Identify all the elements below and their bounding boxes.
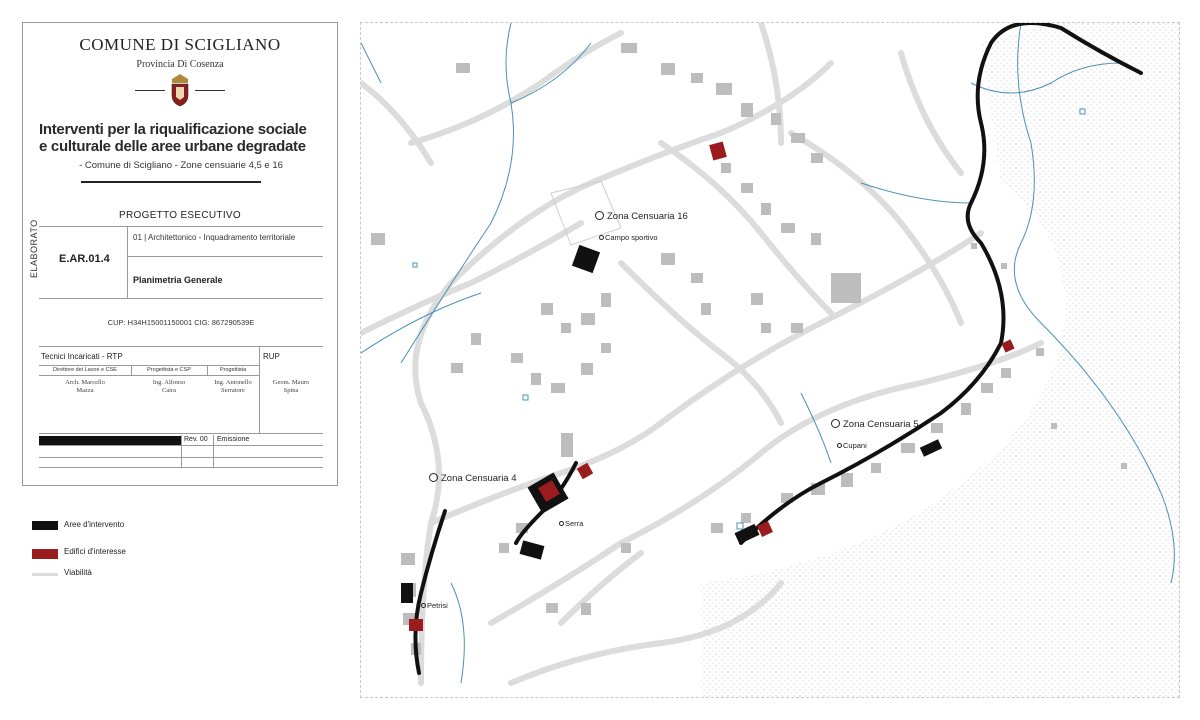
rup-name — [259, 379, 323, 395]
drawing-name: Planimetria Generale — [133, 275, 223, 285]
place-marker-icon — [599, 235, 604, 240]
legend-item — [32, 566, 232, 580]
crest-rule-left — [135, 90, 165, 91]
place-label-text: Petrisi — [427, 601, 448, 610]
zone-marker-icon — [429, 473, 438, 482]
comune-name: COMUNE DI SCIGLIANO — [79, 35, 281, 54]
place-marker-icon — [421, 603, 426, 608]
divider — [39, 226, 323, 227]
legend-label: Viabilità — [64, 568, 92, 577]
project-title — [39, 121, 339, 155]
place-marker-icon — [837, 443, 842, 448]
place-label-text: Cupani — [843, 441, 867, 450]
elaborato-label: ELABORATO — [29, 219, 39, 278]
divider — [127, 226, 128, 298]
legend-label: Edifici d'interesse — [64, 547, 126, 556]
zone-label-16 — [595, 211, 688, 222]
name-line: Spina — [283, 387, 299, 394]
place-label-text: Campo sportivo — [605, 233, 658, 242]
divider — [39, 298, 323, 299]
divider — [39, 365, 259, 366]
legend-item — [32, 546, 232, 560]
revision-bar — [39, 436, 181, 445]
role-label: Direttore dei Lavori e CSE — [53, 367, 117, 373]
name-line: Serratore — [221, 387, 245, 394]
title-rule — [81, 181, 261, 183]
project-title-line1: Interventi per la riqualificazione sociale — [39, 121, 307, 138]
name-line: Ing. Alfonso — [152, 379, 186, 386]
technician-name — [131, 379, 207, 395]
zone-marker-icon — [595, 211, 604, 220]
zone-label-text: Zona Censuaria 16 — [607, 211, 688, 222]
zone-label-5 — [831, 419, 919, 430]
name-line: Arch. Marcello — [65, 379, 105, 386]
divider — [127, 256, 323, 257]
technician-name — [39, 379, 131, 395]
place-label-text: Serra — [565, 519, 584, 528]
tecnici-label: Tecnici Incaricati - RTP — [41, 352, 123, 361]
legend-swatch — [32, 573, 58, 576]
project-phase: PROGETTO ESECUTIVO — [119, 210, 241, 221]
place-label — [559, 519, 583, 528]
legend-swatch — [32, 549, 58, 559]
drawing-code: E.AR.01.4 — [59, 253, 110, 265]
map-canvas — [361, 23, 1180, 698]
name-line: Geom. Mauro — [272, 379, 310, 386]
place-label — [837, 441, 867, 450]
drawing-category: 01 | Architettonico - Inquadramento territoriale — [133, 233, 296, 242]
zone-marker-icon — [831, 419, 840, 428]
project-title-line2: e culturale delle aree urbane degradate — [39, 138, 306, 155]
divider — [39, 375, 259, 376]
project-subtitle: - Comune di Scigliano - Zone censuarie 4,5 e 16 — [79, 160, 283, 171]
legend-item — [32, 518, 232, 532]
name-line: Mazza — [76, 387, 94, 394]
divider — [39, 467, 323, 468]
zone-label-4 — [429, 473, 517, 484]
cup-cig: CUP: H34H15001150001 CIG: 867290539E — [107, 318, 255, 327]
rup-label: RUP — [263, 352, 280, 361]
place-label — [421, 601, 448, 610]
role-label: Progettista — [219, 367, 247, 373]
revision-number: Rev. 00 — [184, 436, 208, 443]
divider — [39, 346, 323, 347]
name-line: Caira — [161, 387, 177, 394]
legend-swatch — [32, 521, 58, 530]
divider — [213, 435, 214, 467]
place-marker-icon — [559, 521, 564, 526]
coat-of-arms-icon — [169, 73, 191, 107]
divider — [181, 435, 182, 467]
technician-name — [203, 379, 263, 395]
crest-rule-right — [195, 90, 225, 91]
map-panel[interactable] — [360, 22, 1180, 698]
divider — [39, 433, 323, 434]
provincia-name: Provincia Di Cosenza — [136, 59, 224, 70]
zone-label-text: Zona Censuaria 4 — [441, 473, 517, 484]
revision-description: Emissione — [217, 436, 250, 443]
zone-label-text: Zona Censuaria 5 — [843, 419, 919, 430]
role-label: Progettista e CSP — [147, 367, 191, 373]
name-line: Ing. Antonello — [214, 379, 252, 386]
place-label — [599, 233, 658, 242]
legend-label: Aree d'intervento — [64, 520, 125, 529]
title-block — [22, 22, 338, 486]
